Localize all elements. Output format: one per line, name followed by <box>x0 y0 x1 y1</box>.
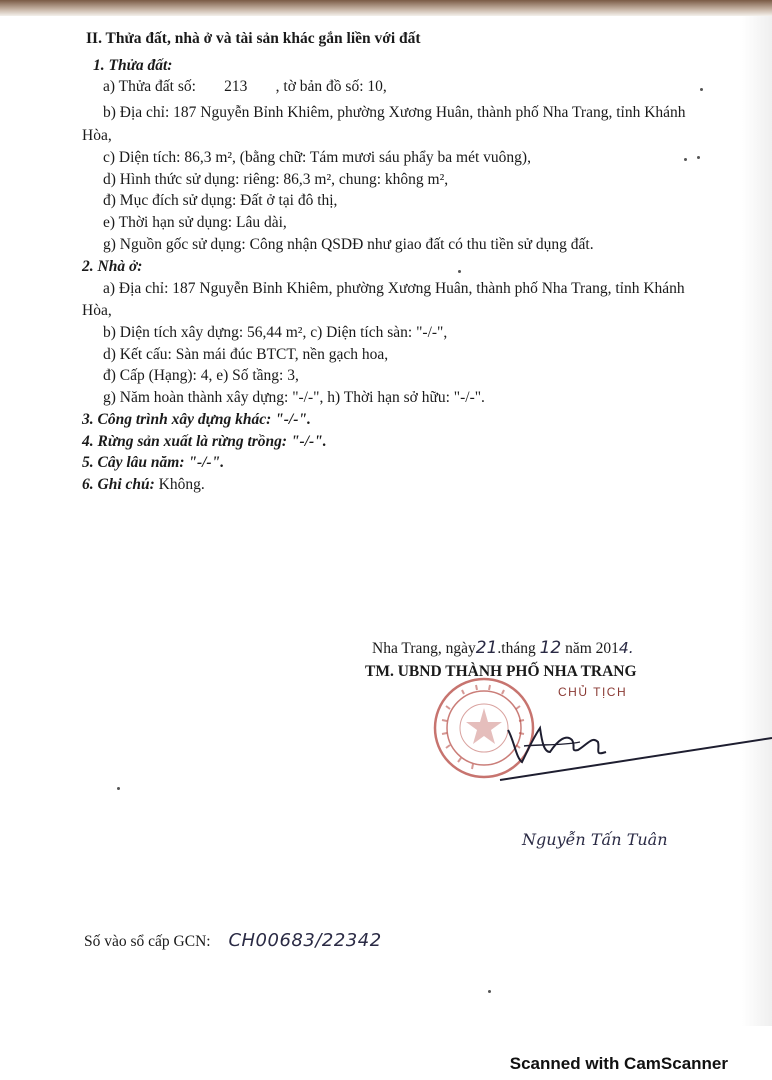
land-address-line1: b) Địa chỉ: 187 Nguyễn Bỉnh Khiêm, phường Xương Huân, thành phố Nha Trang, tỉnh Khánh <box>103 104 686 121</box>
land-parcel-line <box>103 77 387 97</box>
stamp-title: CHỦ TỊCH <box>558 685 628 699</box>
date-year-digit: 4. <box>618 639 634 657</box>
date-month: 12 <box>539 638 562 658</box>
land-address-line2: Hòa, <box>82 127 112 144</box>
scan-speck <box>684 158 687 161</box>
house-structure: d) Kết cấu: Sàn mái đúc BTCT, nền gạch hoa, <box>103 346 389 363</box>
land-parcel-prefix: a) Thửa đất số: <box>103 78 196 95</box>
other-construction: 3. Công trình xây dựng khác: "-/-". <box>82 411 311 428</box>
date-day: 21 <box>475 638 498 658</box>
land-usage-purpose: đ) Mục đích sử dụng: Đất ở tại đô thị, <box>103 192 338 209</box>
notes-line <box>82 475 205 495</box>
date-month-label: .tháng <box>497 640 536 657</box>
notes-value: Không. <box>158 476 205 493</box>
signing-authority: TM. UBND THÀNH PHỐ NHA TRANG <box>365 663 637 680</box>
land-parcel-number: 213 <box>224 78 248 95</box>
house-address-line1: a) Địa chỉ: 187 Nguyễn Bỉnh Khiêm, phường Xương Huân, thành phố Nha Trang, tỉnh Khánh <box>103 280 685 297</box>
house-heading: 2. Nhà ở: <box>82 258 143 275</box>
scan-speck <box>700 88 703 91</box>
date-place: Nha Trang, ngày <box>372 640 476 657</box>
signer-name: Nguyễn Tấn Tuân <box>522 830 668 849</box>
land-parcel-suffix: , tờ bản đồ số: 10, <box>275 78 387 95</box>
notes-label: 6. Ghi chú: <box>82 476 155 493</box>
land-heading: 1. Thửa đất: <box>93 57 173 74</box>
house-completion: g) Năm hoàn thành xây dựng: "-/-", h) Thời hạn sở hữu: "-/-". <box>103 389 485 406</box>
signing-date <box>372 638 634 659</box>
production-forest: 4. Rừng sản xuất là rừng trồng: "-/-". <box>82 433 327 450</box>
scan-speck <box>697 156 700 159</box>
handwritten-signature <box>480 700 772 790</box>
date-year-label: năm 201 <box>565 640 619 657</box>
scan-right-edge <box>742 16 772 1026</box>
land-usage-term: e) Thời hạn sử dụng: Lâu dài, <box>103 214 287 231</box>
registry-line <box>84 931 382 952</box>
land-usage-form: d) Hình thức sử dụng: riêng: 86,3 m², chung: không m², <box>103 171 449 188</box>
land-area: c) Diện tích: 86,3 m², (bằng chữ: Tám mươi sáu phẩy ba mét vuông), <box>103 149 531 166</box>
perennial-trees: 5. Cây lâu năm: "-/-". <box>82 454 225 471</box>
camscanner-watermark: Scanned with CamScanner <box>509 1054 728 1073</box>
land-usage-origin: g) Nguồn gốc sử dụng: Công nhận QSDĐ như giao đất có thu tiền sử dụng đất. <box>103 236 594 253</box>
house-area: b) Diện tích xây dựng: 56,44 m², c) Diện tích sàn: "-/-", <box>103 324 448 341</box>
scan-speck <box>488 990 491 993</box>
house-address-line2: Hòa, <box>82 302 112 319</box>
house-grade: đ) Cấp (Hạng): 4, e) Số tầng: 3, <box>103 367 299 384</box>
scan-speck <box>117 787 120 790</box>
registry-number: CH00683/22342 <box>228 930 382 951</box>
registry-label: Số vào sổ cấp GCN: <box>84 933 211 950</box>
scan-top-edge <box>0 0 772 16</box>
scan-speck <box>458 270 461 273</box>
section-title: II. Thửa đất, nhà ở và tài sản khác gắn liền với đất <box>86 30 421 47</box>
